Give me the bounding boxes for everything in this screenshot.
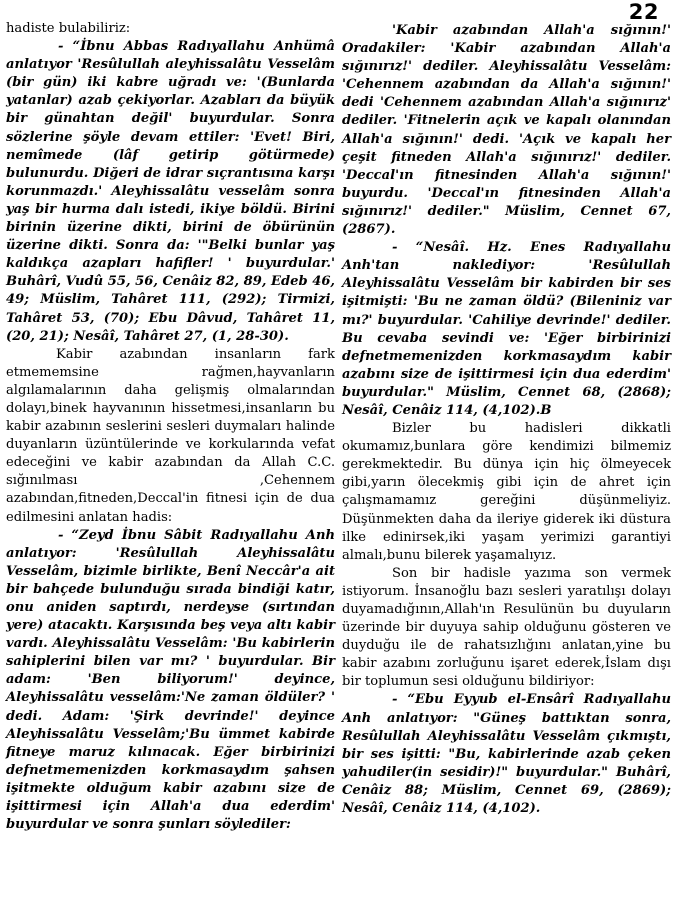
right-column (342, 22, 671, 818)
paragraph-closing: Son bir hadisle yazıma son vermek istiyorum. İnsanoğlu bazı sesleri yaratılışı dolayı duyamadığının,Allah'ın Resulünün bu duyuların üzerinde bir duyuya sahip olduğunu gösteren ve duyduğu ile de rahatsızlığını anlatan,yine bu kabir azabını zorluğunu işaret ederek,İslam dışı bir toplumun sesi olduğunu bildiriyor: (342, 565, 671, 690)
paragraph-reflection: Bizler bu hadisleri dikkatli okumamız,bunlara göre kendimizi bilmemiz gerekmektedir. Bu dünya için hiç ölmeyecek gibi,yarın ölecekmiş gibi için de ahret için çalışmamamız gereğini düşünmeliyiz. Düşünmekten daha da ileriye giderek iki düstura ilke edinirsek,iki yaşam yerimizi garantiyi almalı,bunu bilerek yaşamalıyız. (342, 421, 671, 563)
page-number: 22 (628, 0, 659, 24)
hadith-ebu-eyyub: - “Ebu Eyyub el-Ensârî Radıyallahu Anh anlatıyor: "Güneş battıktan sonra, Resûlullah Aleyhissalâtu Vesselâm çıkmıştı, bir ses işitti: "Bu, kabirlerinde azab çeken yahudiler(in sesidir)!" buyurdular." Buhârî, Cenâiz 88; Müslim, Cennet 69, (2869); Nesâî, Cenâiz 114, (4,102). (342, 692, 671, 817)
hadith-enes: - “Nesâî. Hz. Enes Radıyallahu Anh'tan naklediyor: 'Resûlullah Aleyhissalâtu Vesselâm bir kabirden bir ses işitmişti: 'Bu ne zaman öldü? (Bileniniz var mı?' buyurdular. 'Cahiliye devrinde!' dediler. Bu cevaba sevindi ve: 'Eğer birbirinizi defnetmemenizden korkmasaydım kabir azabını size de işittirmesi için dua ederdim' buyurdular." Müslim, Cennet 68, (2868); Nesâî, Cenâiz 114, (4,102).B (342, 240, 671, 418)
paragraph-intro: hadiste bulabiliriz: (6, 21, 131, 36)
hadith-zeyd-ibnu-sabit: - “Zeyd İbnu Sâbit Radıyallahu Anh anlatıyor: 'Resûlullah Aleyhissalâtu Vesselâm, bizimle birlikte, Benî Neccâr'a ait bir bahçede bulunduğu sırada bindiği katır, onu aniden saptırdı, nerdeyse (sırtından yere) atacaktı. Karşısında beş veya altı kabir vardı. Aleyhissalâtu Vesselâm: 'Bu kabirlerin sahiplerini bilen var mı? ' buyurdular. Bir adam: 'Ben biliyorum!' deyince, Aleyhissalâtu vesselâm:'Ne zaman öldüler? ' dedi. Adam: 'Şirk devrinde!' deyince Aleyhissalâtu Vesselâm;'Bu ümmet kabirde fitneye maruz kılınacak. Eğer birbirinizi defnetmemenizden korkmasaydım şahsen işitmekte olduğum kabir azabını size de işittirmesi için Allah'a dua ederdim' buyurdular ve sonra şunları söylediler: (6, 527, 335, 833)
hadith-ibnu-abbas: - “İbnu Abbas Radıyallahu Anhümâ anlatıyor 'Resûlullah aleyhissalâtu Vesselâm (bir gün) iki kabre uğradı ve: '(Bunlarda yatanlar) azab çekiyorlar. Azabları da büyük bir günahtan değil' buyurdular. Sonra sözlerine şöyle devam ettiler: 'Evet! Biri, nemîmede (lâf getirip götürmede) bulunurdu. Diğeri de idrar sıçrantısına karşı korunmazdı.' Aleyhissalâtu vesselâm sonra yaş bir hurma dalı istedi, ikiye böldü. Birini birinin üzerine dikti, birini de öbürünün üzerine dikti. Sonra da: '"Belki bunlar yaş kaldıkça azapları hafifler! ' buyurdular.' Buhârî, Vudû 55, 56, Cenâiz 82, 89, Edeb 46, 49; Müslim, Tahâret 111, (292); Tirmizi, Tahâret 53, (70); Ebu Dâvud, Tahâret 11, (20, 21); Nesâî, Tahâret 27, (1, 28-30). (6, 39, 335, 344)
hadith-continuation: 'Kabir azabından Allah'a sığının!' Oradakiler: 'Kabir azabından Allah'a sığınırız!' dediler. Aleyhissalâtu Vesselâm: 'Cehennem azabından da Allah'a sığının!' dedi 'Cehennem azabından Allah'a sığınırız' dediler. 'Fitnelerin açık ve kapalı olanından Allah'a sığının!' dedi. 'Açık ve kapalı her çeşit fitneden Allah'a sığınırız!' dediler. 'Deccal'ın fitnesinden Allah'a sığının!' buyurdu. 'Deccal'ın fitnesinden Allah'a sığınırız!' dediler." Müslim, Cennet 67, (2867). (342, 23, 671, 238)
left-column (6, 20, 335, 834)
paragraph-commentary: Kabir azabından insanların fark etmememsine rağmen,hayvanların algılamalarının daha gelişmiş olmalarından dolayı,binek hayvanının hissetmesi,insanların bu kabir azabının seslerini sesleri duymaları halinde duyanların üzüntülerinde ve korkularında vefat edeceğini ve kabir azabından da Allah C.C. sığınılması ,Cehennem azabından,fitneden,Deccal'in fitnesi için de dua edilmesini anlatan hadis: (6, 346, 335, 525)
